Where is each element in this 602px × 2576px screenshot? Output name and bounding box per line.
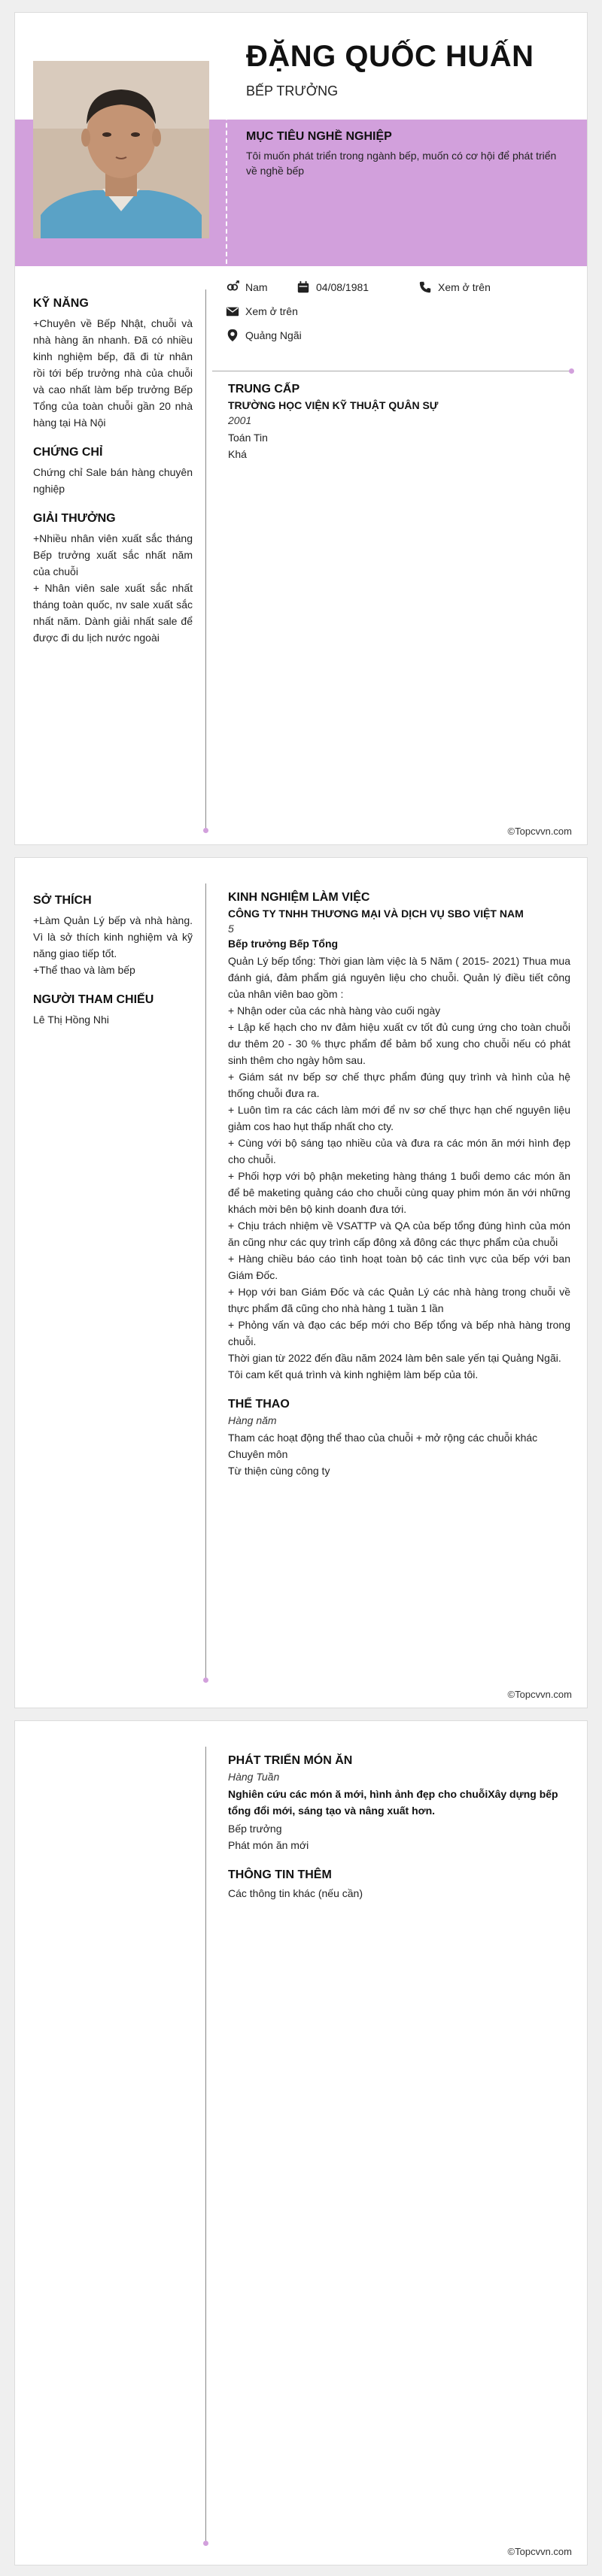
timeline-line: [205, 289, 206, 831]
hobbies-text: +Làm Quản Lý bếp và nhà hàng. Vì là sở thích kinh nghiệm và kỹ năng giao tiếp tốt. +Thể thao và làm bếp: [33, 914, 193, 976]
footer-watermark: ©Topcvvn.com: [507, 1689, 572, 1700]
cv-page-3: [14, 1720, 588, 2565]
dishes-line-2: Bếp trưởng: [228, 1823, 282, 1835]
dishes-description: Nghiên cứu các món ă mới, hình ảnh đẹp cho chuỗiXây dựng bếp tổng đổi mới, sáng tạo và nâng xuất hơn.: [228, 1788, 558, 1817]
certificates-text: Chứng chỉ Sale bán hàng chuyên nghiệp: [33, 466, 193, 495]
hobbies-title: SỞ THÍCH: [33, 894, 92, 907]
experience-description: Quản Lý bếp tổng: Thời gian làm việc là 5 Năm ( 2015- 2021) Thua mua đánh giá, đảm phẩm giá nguyên liệu cho chuỗi. Quản lý điều tiết công của nhân viên bao gồm : + Nhận oder của các nhà hàng vào cuối ngày + Lập kế hạch cho nv đảm hiệu xuất cv tốt đủ cung ứng cho toàn chuỗi dư thêm 20 - 30 % thực phẩm để bảm bổ xung cho chuỗi nếu có phát sinh thêm cho ngày hôm sau. + Giám sát nv bếp sơ chế thực phẩm đúng quy trình và hình của hệ thống chuỗi đưa ra. + Luôn tìm ra các cách làm mới để nv sơ chế thực hạn chế nguyên liệu giảm cos hao hụt thấp nhất cho cty. + Cùng với bộ sáng tạo nhiều của và đưa ra các món ăn mới hình đẹp cho chuỗi. + Phối hợp với bộ phận meketing hàng tháng 1 buổi demo các món ăn để bê maketing quảng cáo cho chuỗi cùng quay phim món ăn với những khách mời bên bộ kinh doanh đưa tới. + Chịu trách nhiệm về VSATTP và QA của bếp tổng đúng hình của món ăn cũng như các quy trình cấp đông xả đông các thực phẩm của chuỗi + Hàng chiều báo cáo tình hoạt toàn bộ các tình vực của bếp với ban Giám Đốc. + Họp với ban Giám Đốc và các Quản Lý các nhà hàng trong chuỗi về thực phẩm đã cũng cho nhà hàng 1 tuần 1 lần + Phỏng vấn và đạo các bếp mới cho Bếp tổng và bếp nhà hàng trong chuỗi. Thời gian từ 2022 đến đầu năm 2024 làm bên sale yến tại Quảng Ngãi. Tôi cam kết quá trình và kinh nghiệm làm bếp của tôi.: [228, 955, 570, 1380]
address-value: Quảng Ngãi: [245, 329, 302, 341]
dishes-line-3: Phát món ăn mới: [228, 1839, 309, 1851]
calendar-icon: [296, 280, 310, 294]
sports-line-3: Từ thiện cùng công ty: [228, 1465, 330, 1477]
objective-title: MỤC TIÊU NGHỀ NGHIỆP: [246, 130, 392, 143]
career-objective: [246, 130, 568, 178]
skills-title: KỸ NĂNG: [33, 297, 89, 310]
timeline-line: [205, 1747, 206, 2544]
education-section: [228, 383, 570, 462]
cv-page-1: [14, 12, 588, 845]
contact-email: [226, 305, 298, 318]
experience-company: CÔNG TY TNHH THƯƠNG MẠI VÀ DỊCH VỤ SBO VIỆT NAM: [228, 908, 524, 920]
phone-value: Xem ở trên: [438, 281, 491, 293]
contact-phone: [418, 280, 491, 294]
timeline-line: [205, 883, 206, 1680]
right-column-page-3: [228, 1754, 570, 1917]
education-major: Toán Tin: [228, 432, 268, 444]
sports-line-2: Chuyên môn: [228, 1448, 288, 1460]
left-column-page-1: [33, 297, 193, 661]
candidate-position: BẾP TRƯỞNG: [246, 83, 339, 98]
portrait-illustration: [33, 61, 209, 238]
other-info-title: THÔNG TIN THÊM: [228, 1868, 332, 1881]
contact-address: [226, 329, 302, 342]
contact-gender: [226, 280, 268, 294]
references-text: Lê Thị Hồng Nhi: [33, 1014, 109, 1026]
references-title: NGƯỜI THAM CHIẾU: [33, 993, 154, 1006]
other-info-section: [228, 1868, 570, 1902]
sports-title: THỂ THAO: [228, 1398, 290, 1411]
objective-text: Tôi muốn phát triển trong ngành bếp, muốn có cơ hội để phát triển về nghề bếp: [246, 150, 557, 177]
sports-frequency: Hàng năm: [228, 1414, 277, 1426]
email-icon: [226, 305, 239, 318]
profile-photo: [33, 61, 209, 238]
certificates-title: CHỨNG CHỈ: [33, 446, 103, 459]
sports-description: Tham các hoạt động thể thao của chuỗi + mở rộng các chuỗi khác: [228, 1432, 538, 1444]
dishes-title: PHÁT TRIỂN MÓN ĂN: [228, 1754, 353, 1767]
skills-text: +Chuyên về Bếp Nhật, chuỗi và nhà hàng ăn nhanh. Đã có nhiều kinh nghiệm bếp, đã đi từ nhân rồi tới bếp trưởng nhà của chuỗi và cao nhất làm bếp trưởng Bếp Tổng của toàn chuỗi gần 20 nhà hàng tại Hà Nội: [33, 317, 193, 429]
gender-icon: [226, 280, 239, 294]
experience-title: KINH NGHIỆM LÀM VIỆC: [228, 891, 370, 904]
phone-icon: [418, 280, 432, 294]
footer-watermark: ©Topcvvn.com: [507, 826, 572, 837]
candidate-name: ĐẶNG QUỐC HUẤN: [246, 40, 534, 73]
education-year: 2001: [228, 414, 252, 426]
education-title: TRUNG CẤP: [228, 383, 300, 395]
other-info-text: Các thông tin khác (nếu cần): [228, 1887, 363, 1899]
dish-development-section: [228, 1754, 570, 1853]
contact-birthday: [296, 280, 369, 294]
sports-section: [228, 1398, 570, 1479]
right-column-page-2: [228, 891, 570, 1494]
gender-value: Nam: [245, 281, 268, 293]
email-value: Xem ở trên: [245, 305, 298, 317]
left-column-page-2: [33, 894, 193, 1043]
experience-duration: 5: [228, 923, 234, 935]
birthday-value: 04/08/1981: [316, 281, 369, 293]
education-school: TRƯỜNG HỌC VIỆN KỸ THUẬT QUÂN SỰ: [228, 399, 439, 411]
experience-role: Bếp trưởng Bếp Tổng: [228, 938, 339, 950]
cv-page-2: [14, 857, 588, 1708]
dishes-frequency: Hàng Tuần: [228, 1771, 280, 1783]
awards-text: +Nhiều nhân viên xuất sắc tháng Bếp trưởng xuất sắc nhất năm của chuỗi + Nhân viên sale xuất sắc nhất tháng toàn quốc, nv sale xuất sắc nhất năm. Dành giải nhất sale để được đi du lịch nước ngoài: [33, 532, 193, 644]
awards-title: GIẢI THƯỞNG: [33, 512, 116, 525]
education-grade: Khá: [228, 448, 247, 460]
footer-watermark: ©Topcvvn.com: [507, 2546, 572, 2557]
experience-section: [228, 891, 570, 1383]
location-pin-icon: [226, 329, 239, 342]
